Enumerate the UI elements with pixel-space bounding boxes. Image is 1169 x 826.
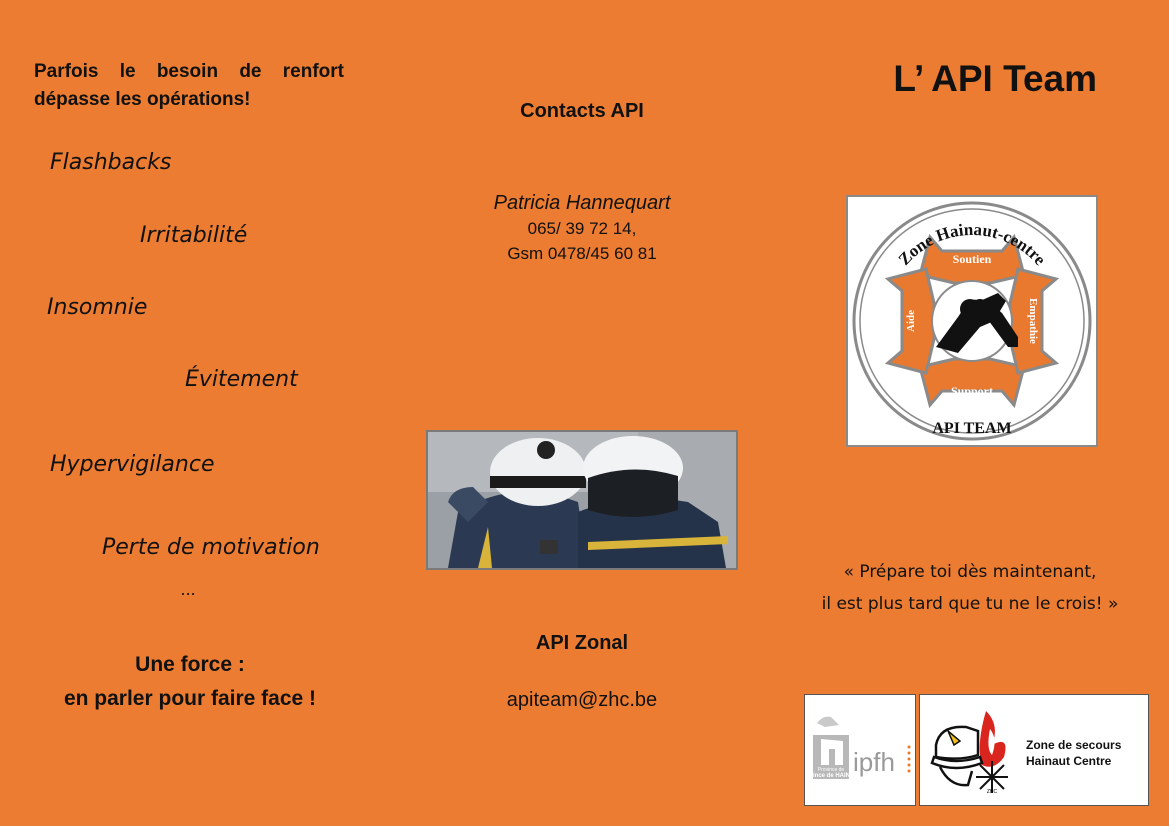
- force-line-1: Une force :: [135, 653, 245, 676]
- logo-arm-right: Empathie: [1027, 298, 1039, 344]
- province-ipfh-logo-art: [805, 695, 915, 805]
- force-line-2: en parler pour faire face !: [63, 687, 317, 710]
- symptom-flashbacks: Flashbacks: [50, 150, 172, 175]
- contact-phone: 065/ 39 72 14,: [527, 219, 637, 238]
- symptom-ellipsis: ...: [181, 580, 197, 599]
- contact-gsm: Gsm 0478/45 60 81: [507, 244, 657, 263]
- quote: [800, 556, 1140, 620]
- zonal-email[interactable]: apiteam@zhc.be: [506, 689, 658, 711]
- flame-icon: [980, 711, 1006, 767]
- firefighter-helmet-icon: [932, 727, 982, 785]
- zone-secours-logo: [919, 694, 1149, 806]
- symptom-irritability: Irritabilité: [140, 223, 248, 248]
- symptom-motivation-loss: Perte de motivation: [102, 535, 320, 560]
- ipfh-text: ipfh: [853, 747, 895, 777]
- symptom-hypervigilance: Hypervigilance: [50, 452, 215, 477]
- page-title: L’ API Team: [893, 58, 1097, 99]
- force-message: [20, 648, 360, 716]
- intro-line-1: Parfois le besoin de renfort: [34, 61, 344, 82]
- symptom-avoidance: Évitement: [185, 367, 298, 392]
- logo-arm-bottom: Support: [950, 384, 994, 398]
- province-text: Province de HAINAUT: [805, 773, 863, 779]
- zonal-heading: API Zonal: [535, 632, 629, 654]
- api-team-logo-art: [848, 197, 1096, 445]
- logo-arm-top: Soutien: [952, 252, 992, 266]
- logo-top-text: Zone Hainaut-centre: [894, 219, 1050, 269]
- logo-arm-left: Aide: [905, 310, 917, 332]
- intro-line-2: dépasse les opérations!: [34, 89, 251, 110]
- contacts-heading: Contacts API: [520, 100, 644, 122]
- firefighters-photo: [426, 430, 738, 570]
- zone-line-2: Hainaut Centre: [1026, 754, 1112, 768]
- firefighters-photo-art: [428, 432, 736, 568]
- logo-bottom-text: API TEAM: [932, 420, 1012, 437]
- province-ipfh-logo: [804, 694, 916, 806]
- zone-line-1: Zone de secours: [1026, 738, 1122, 752]
- intro-text: [34, 58, 344, 114]
- svg-text:Province de: Province de: [817, 767, 845, 773]
- symptom-insomnia: Insomnie: [47, 295, 148, 320]
- contact-name: Patricia Hannequart: [493, 192, 671, 214]
- zone-secours-logo-art: [920, 695, 1148, 805]
- zhc-text: ZHC: [986, 789, 998, 795]
- quote-line-2: il est plus tard que tu ne le crois! »: [821, 594, 1119, 614]
- quote-line-1: « Prépare toi dès maintenant,: [843, 562, 1097, 582]
- api-team-logo: [846, 195, 1098, 447]
